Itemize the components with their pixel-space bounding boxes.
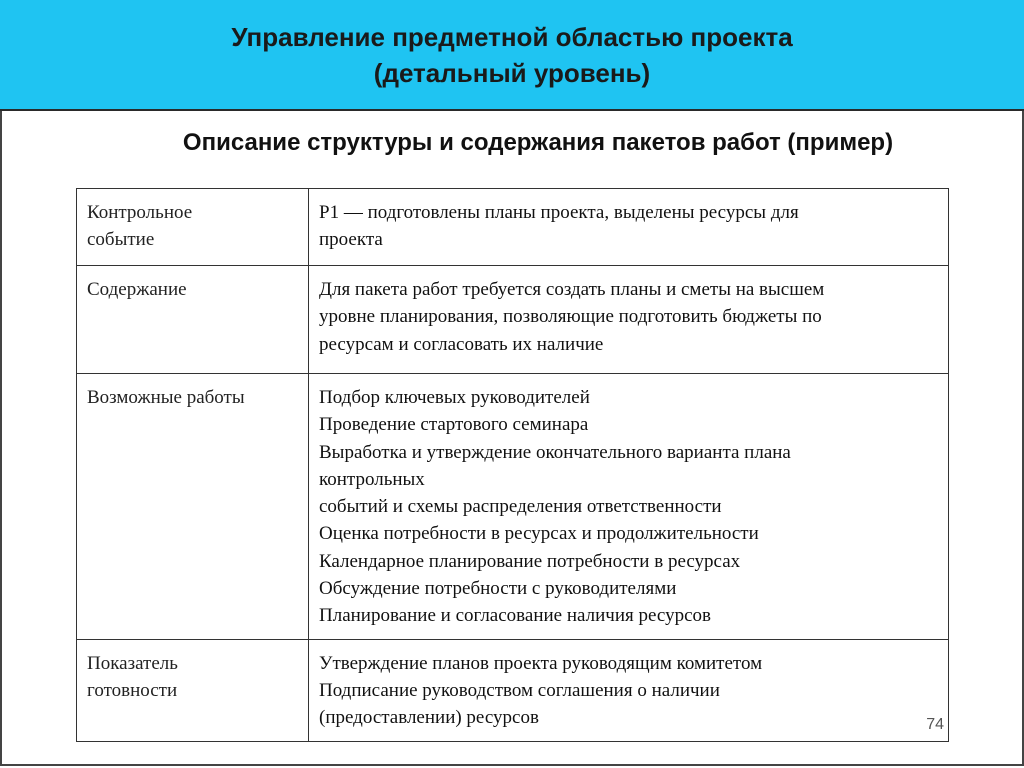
table-row [77, 266, 949, 374]
row-label: событие [87, 229, 155, 251]
table-heading: Описание структуры и содержания пакетов работ (пример) [182, 129, 894, 156]
slide-title-line-1: Управление предметной областью проекта [231, 21, 793, 52]
row-label: Контрольное [87, 202, 193, 223]
row-label: Возможные работы [87, 387, 245, 408]
row-label-cell [77, 189, 309, 266]
row-content-line: ресурсам и согласовать их наличие [319, 333, 604, 355]
row-content-line: проекта [319, 229, 383, 251]
row-content-line: Оценка потребности в ресурсах и продолжительности [319, 523, 759, 545]
row-content-cell [309, 374, 949, 640]
row-content-line: Планирование и согласование наличия ресурсов [319, 605, 711, 627]
row-content-line: событий и схемы распределения ответственности [319, 496, 722, 518]
table-row [77, 189, 949, 266]
row-content-line: Обсуждение потребности с руководителями [319, 578, 677, 600]
slide-title-line-2: (детальный уровень) [373, 57, 651, 88]
row-content-cell [309, 639, 949, 741]
row-content-line: Р1 — подготовлены планы проекта, выделены ресурсы для [319, 202, 799, 223]
row-label-cell [77, 639, 309, 741]
row-label: готовности [87, 679, 178, 701]
row-content-cell [309, 189, 949, 266]
row-label-cell [77, 374, 309, 640]
header-band [0, 0, 1024, 111]
row-content-line: Для пакета работ требуется создать планы и сметы на высшем [319, 279, 825, 300]
page-number: 74 [926, 716, 944, 733]
row-content-line: уровне планирования, позволяющие подготовить бюджеты по [319, 306, 822, 328]
table-row [77, 374, 949, 640]
row-content-cell [309, 266, 949, 374]
row-content-line: (предоставлении) ресурсов [319, 707, 539, 729]
row-content-line: Утверждение планов проекта руководящим комитетом [319, 652, 763, 674]
row-label: Содержание [87, 279, 187, 300]
table-row [77, 639, 949, 741]
row-content-line: Календарное планирование потребности в ресурсах [319, 550, 741, 572]
row-content-line: Подписание руководством соглашения о наличии [319, 679, 720, 701]
row-label: Показатель [87, 652, 178, 674]
row-content-line: контрольных [319, 468, 425, 490]
row-content-line: Проведение стартового семинара [319, 414, 589, 436]
work-package-table [76, 188, 949, 742]
row-content-line: Выработка и утверждение окончательного варианта плана [319, 441, 791, 463]
row-label-cell [77, 266, 309, 374]
row-content-line: Подбор ключевых руководителей [319, 387, 590, 408]
